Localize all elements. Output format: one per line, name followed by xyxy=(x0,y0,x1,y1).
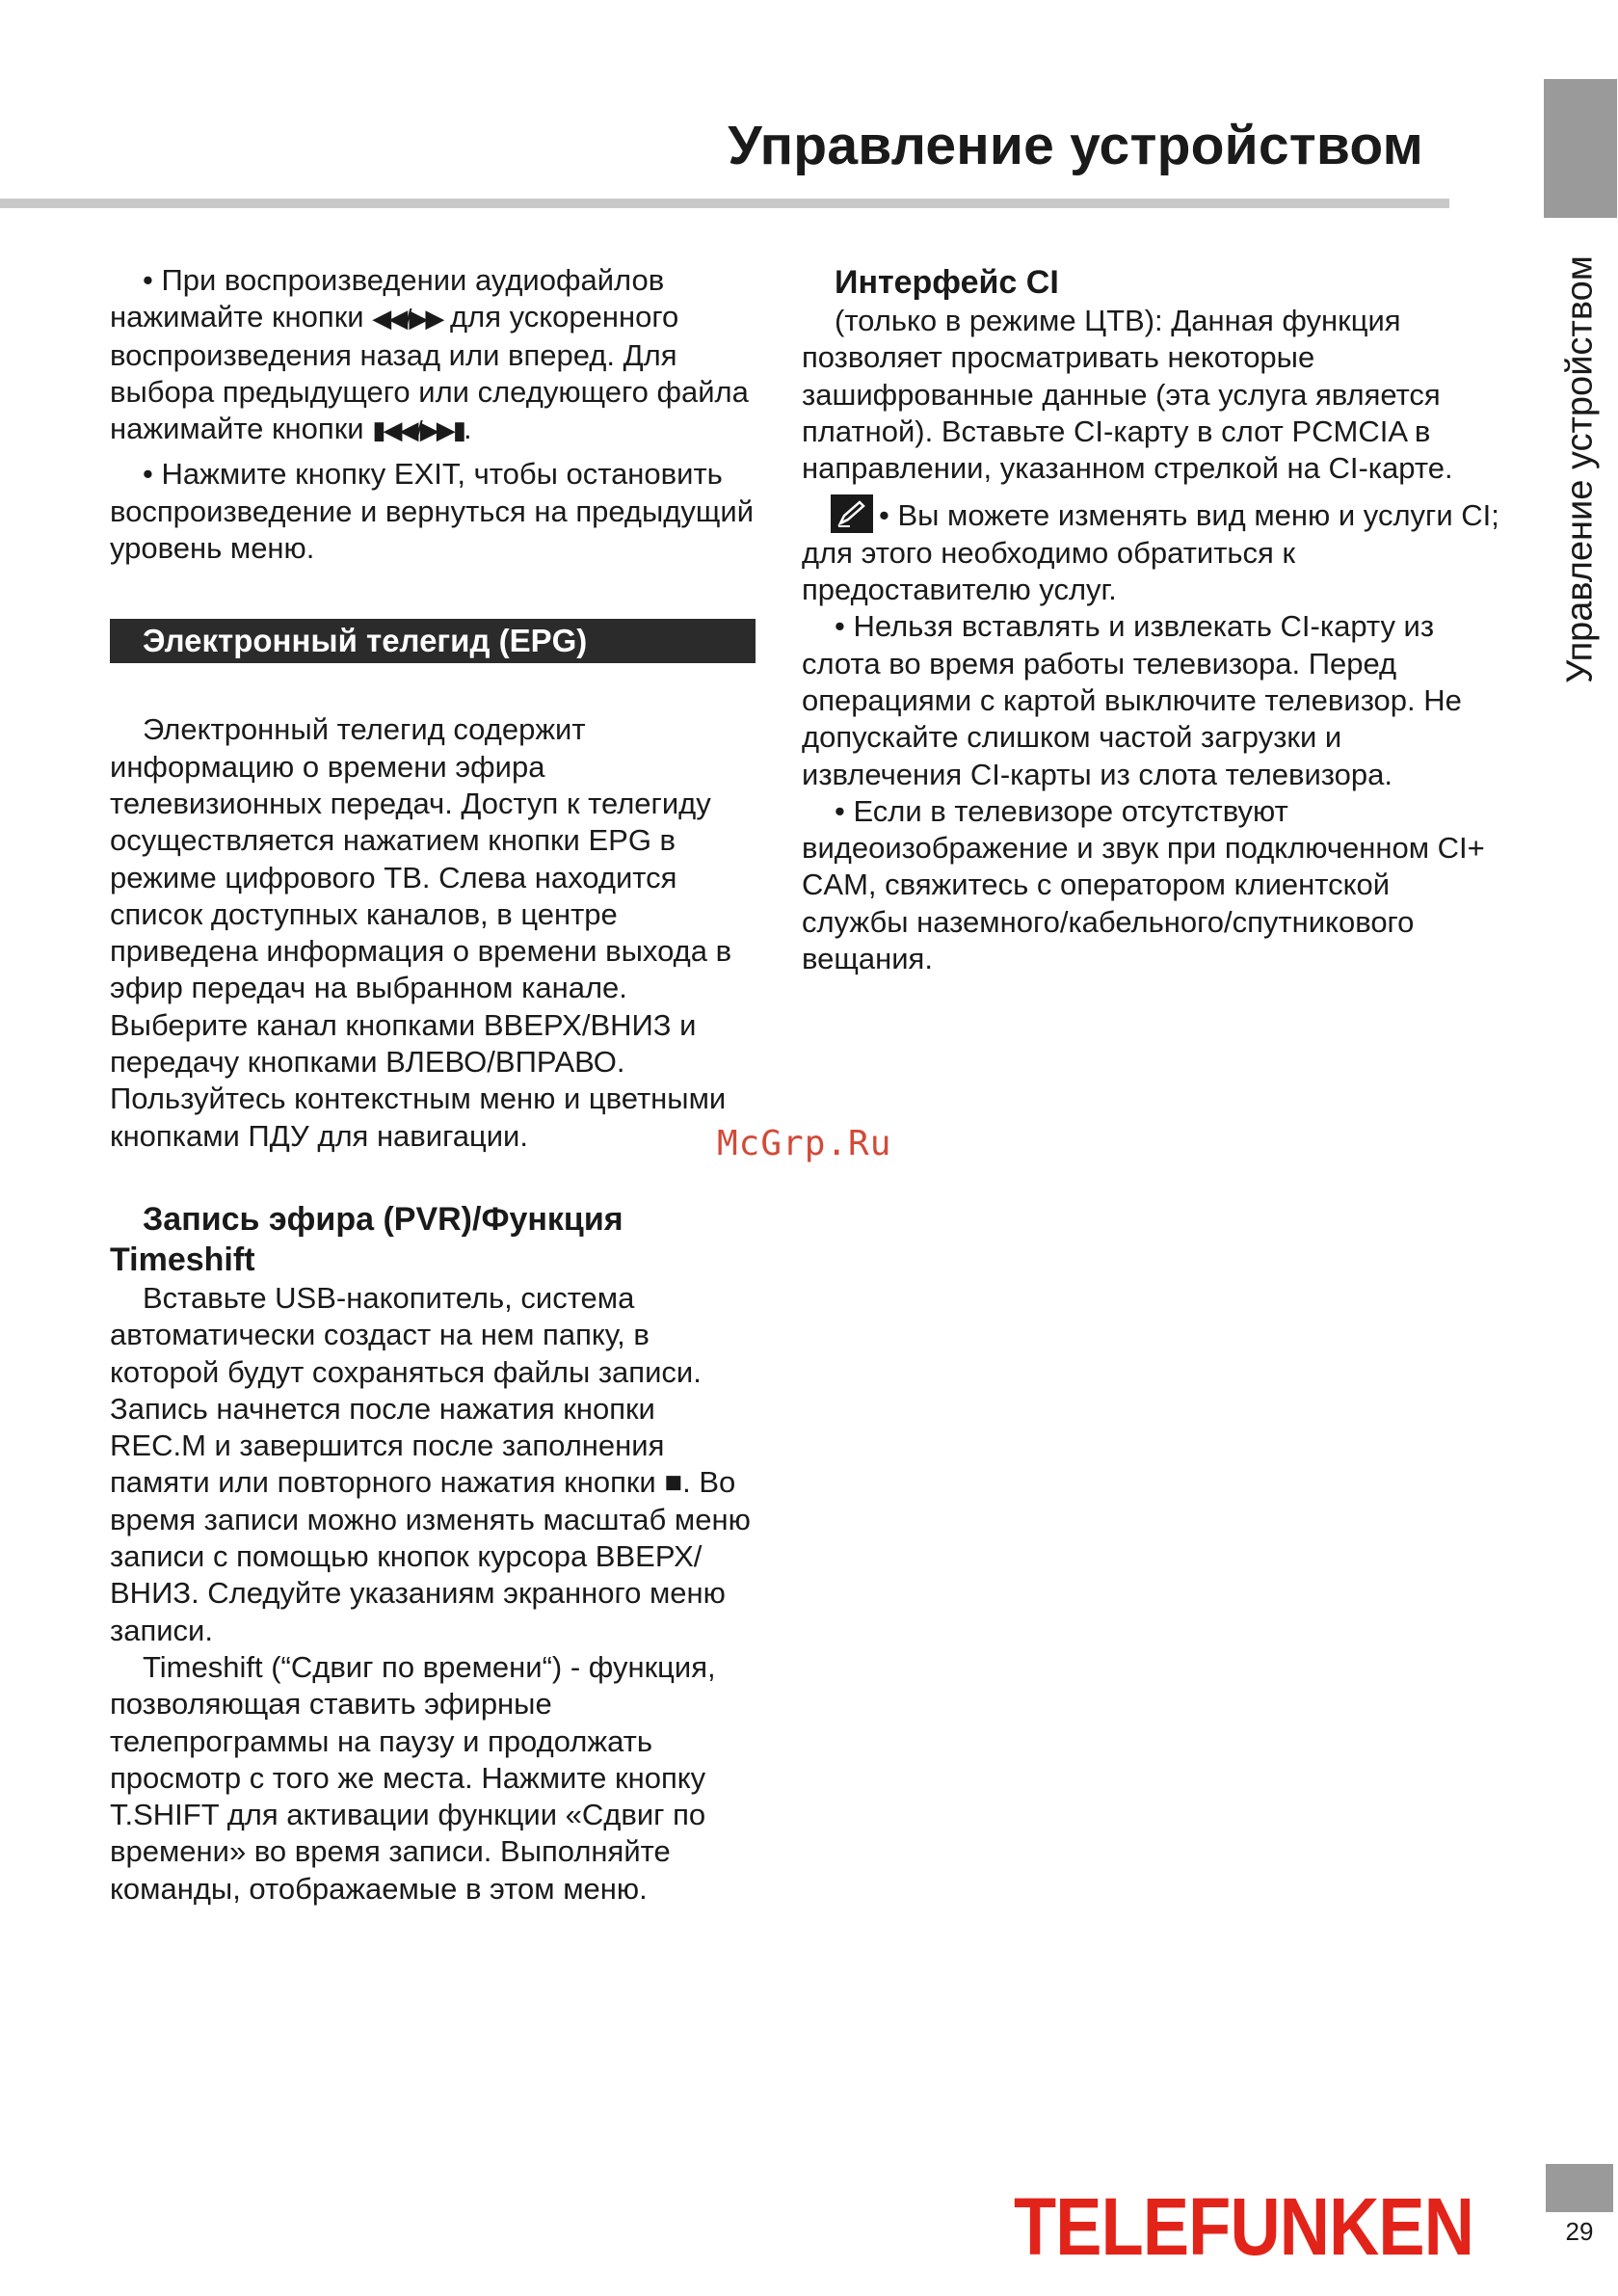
pvr-text: . Во время записи можно изменять масштаб меню записи с помощью кнопок курсора ВВЕРХ/ВНИЗ. Следуйте указаниям экранного меню записи. xyxy=(110,1465,751,1647)
ci-paragraph: (только в режиме ЦТВ): Данная функция позволяет просматривать некоторые зашифрованные данные (эта услуга является платной). Вставьте CI-карту в слот PCMCIA в направлении, указанном стрелкой на CI-карте. xyxy=(802,304,1453,486)
pvr-text: Вставьте USB-накопитель, система автоматически создаст на нем папку, в которой будут сохраняться файлы записи. Запись начнется после нажатия кнопки REC.M и завершится после заполнения памяти или повторного нажатия кнопки xyxy=(110,1280,702,1500)
stop-icon: ■ xyxy=(664,1465,683,1500)
right-column xyxy=(802,262,1500,977)
section-tab xyxy=(1544,79,1617,218)
bullet-text: • При воспроизведении аудиофайлов нажимайте кнопки xyxy=(110,263,665,334)
rewind-forward-icon: ◀◀/▶▶ xyxy=(372,304,442,334)
watermark-text: McGrp.Ru xyxy=(717,1124,892,1163)
bullet-text: для ускоренного воспроизведения назад или вперед. Для выбора предыдущего или следующего файла нажимайте кнопки xyxy=(110,300,749,446)
ci-note-insert: • Нельзя вставлять и извлекать CI-карту из слота во время работы телевизора. Перед операциями с картой выключите телевизор. Не допускайте слишком частой загрузки и извлечения CI-карты из слота телевизора. xyxy=(802,609,1462,791)
epg-paragraph: Электронный телегид содержит информацию о времени эфира телевизионных передач. Доступ к телегиду осуществляется нажатием кнопки EPG в режиме цифрового ТВ. Слева находится список доступных каналов, в центре приведена информация о времени выхода в эфир передач на выбранном канале. Выберите канал кнопками ВВЕРХ/ВНИЗ и передачу кнопками ВЛЕВО/ВПРАВО. Пользуйтесь контекстным меню и цветными кнопками ПДУ для навигации. xyxy=(110,712,732,1153)
bullet-text: . xyxy=(464,412,472,446)
brand-logo: TELEFUNKEN xyxy=(1014,2181,1474,2272)
prev-next-icon: ▮◀◀/▶▶▮ xyxy=(372,415,464,445)
epg-section-heading: Электронный телегид (EPG) xyxy=(110,619,756,663)
pvr-heading-line1: Запись эфира (PVR)/Функция xyxy=(143,1200,623,1238)
ci-note-menu xyxy=(802,494,1500,608)
side-label-text: Управление устройством xyxy=(1559,255,1601,683)
page-number: 29 xyxy=(1565,2217,1594,2246)
bullet-exit: • Нажмите кнопку EXIT, чтобы остановить воспроизведение и вернуться на предыдущий уровень меню. xyxy=(110,457,755,566)
page-number-tab xyxy=(1546,2164,1613,2212)
timeshift-paragraph: Timeshift (“Сдвиг по времени“) - функция, позволяющая ставить эфирные телепрограммы на паузу и продолжать просмотр с того же места. Нажмите кнопку T.SHIFT для активации функции «Сдвиг по времени» во время записи. Выполняйте команды, отображаемые в этом меню. xyxy=(110,1649,716,1906)
pvr-heading-line2: Timeshift xyxy=(110,1241,255,1278)
title-divider xyxy=(0,199,1449,208)
side-section-label xyxy=(1544,238,1617,701)
bullet-audio-playback xyxy=(110,262,756,448)
pvr-paragraph xyxy=(110,1280,756,1649)
ci-heading: Интерфейс CI xyxy=(835,264,1059,301)
page-title: Управление устройством xyxy=(728,115,1423,176)
note-pencil-icon xyxy=(831,494,873,533)
note-text: • Вы можете изменять вид меню и услуги CI; для этого необходимо обратиться к предоставителю услуг. xyxy=(802,498,1499,607)
left-column xyxy=(110,262,756,1908)
ci-note-cam: • Если в телевизоре отсутствуют видеоизображение и звук при подключенном CI+ CAM, свяжитесь с оператором клиентской службы наземного/кабельного/спутникового вещания. xyxy=(802,793,1485,976)
